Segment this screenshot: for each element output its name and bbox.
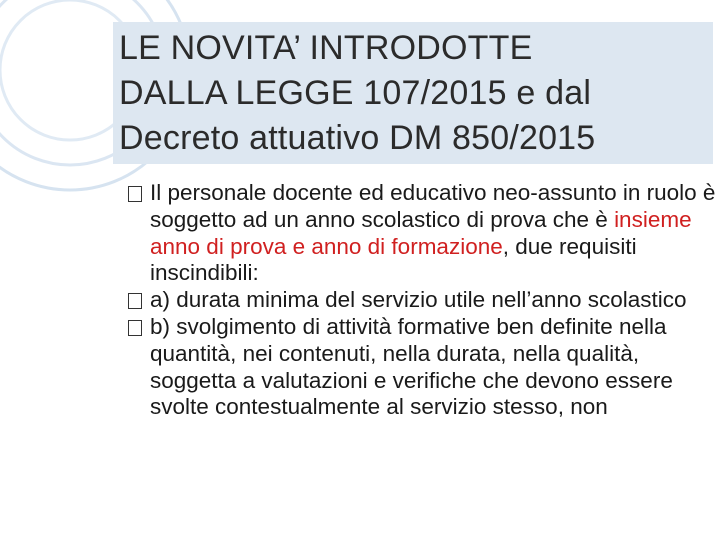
body-text bbox=[128, 180, 718, 421]
title-line-3: Decreto attuativo DM 850/2015 bbox=[119, 119, 596, 157]
bullet-1-highlight: insieme anno di prova e anno di formazione bbox=[150, 206, 692, 259]
bullet-item-1 bbox=[128, 180, 718, 287]
title-box bbox=[113, 22, 713, 164]
bullet-box-icon bbox=[128, 186, 142, 202]
slide-title bbox=[119, 26, 707, 161]
bullet-item-2 bbox=[128, 287, 718, 314]
bullet-1-text-after: , due requisiti inscindibili: bbox=[150, 233, 637, 286]
title-line-2: DALLA LEGGE 107/2015 e dal bbox=[119, 74, 592, 112]
bullet-box-icon bbox=[128, 320, 142, 336]
bullet-box-icon bbox=[128, 293, 142, 309]
bullet-2-text: a) durata minima del servizio utile nell’anno scolastico bbox=[150, 287, 687, 313]
bullet-item-3 bbox=[128, 314, 718, 421]
bullet-1-text-before: Il personale docente ed educativo neo-assunto in ruolo è soggetto ad un anno scolastico di prova che è bbox=[150, 180, 716, 232]
bullet-3-text: b) svolgimento di attività formative ben definite nella quantità, nei contenuti, nella durata, nella qualità, soggetta a valutazioni e verifiche che devono essere svolte contestualmente al servizio stesso, non bbox=[150, 313, 673, 420]
title-line-1: LE NOVITA’ INTRODOTTE bbox=[119, 29, 533, 67]
